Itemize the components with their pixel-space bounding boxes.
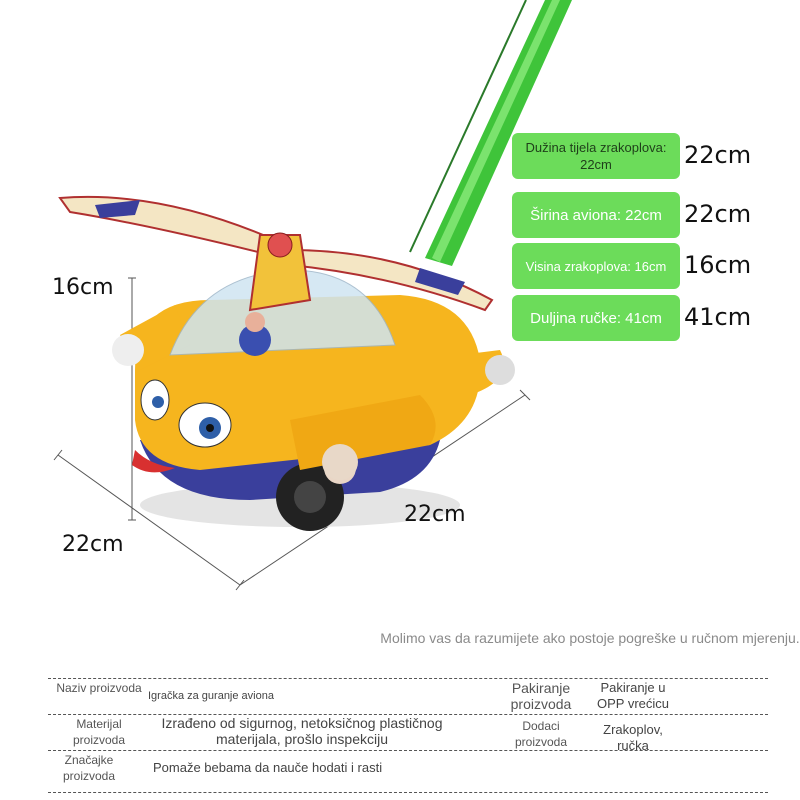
- table-value-material: Izrađeno od sigurnog, netoksičnog plastičnog materijala, prošlo inspekciju: [161, 715, 443, 747]
- height-dimension-label: 16cm: [52, 275, 114, 300]
- spec-value: 41cm: [684, 303, 752, 331]
- table-value-features: Pomaže bebama da nauče hodati i rasti: [153, 760, 383, 775]
- table-label-material: Materijal proizvoda: [72, 717, 126, 747]
- table-label-accessories: Dodaci proizvoda: [514, 719, 568, 749]
- spec-value: 22cm: [684, 141, 752, 169]
- length-dimension-label: 22cm: [404, 502, 466, 527]
- spec-value: 22cm: [684, 200, 752, 228]
- spec-row-height: [512, 243, 800, 289]
- spec-row-body-length: [512, 133, 800, 179]
- spec-label: Širina aviona: 22cm: [512, 192, 680, 238]
- spec-row-width: [512, 192, 800, 238]
- measurement-notice: Molimo vas da razumijete ako postoje pogreške u ručnom mjerenju.: [380, 630, 800, 646]
- product-info-table: [48, 678, 768, 793]
- table-label-features: Značajke proizvoda: [62, 753, 116, 783]
- spec-row-handle-length: [512, 295, 800, 341]
- spec-value: 16cm: [684, 251, 752, 279]
- table-divider: [48, 678, 768, 679]
- table-label-packaging: Pakiranje proizvoda: [510, 680, 572, 712]
- table-value-packaging: Pakiranje u OPP vrećicu: [596, 680, 669, 711]
- width-dimension-label: 22cm: [62, 532, 124, 557]
- spec-label: Dužina tijela zrakoplova: 22cm: [512, 133, 680, 179]
- spec-label: Duljina ručke: 41cm: [512, 295, 680, 341]
- table-value-name: Igračka za guranje aviona: [148, 690, 274, 702]
- table-divider: [48, 792, 768, 793]
- table-value-accessories: Zrakoplov, ručka: [603, 722, 663, 753]
- spec-label: Visina zrakoplova: 16cm: [512, 243, 680, 289]
- table-label-name: Naziv proizvoda: [56, 681, 142, 695]
